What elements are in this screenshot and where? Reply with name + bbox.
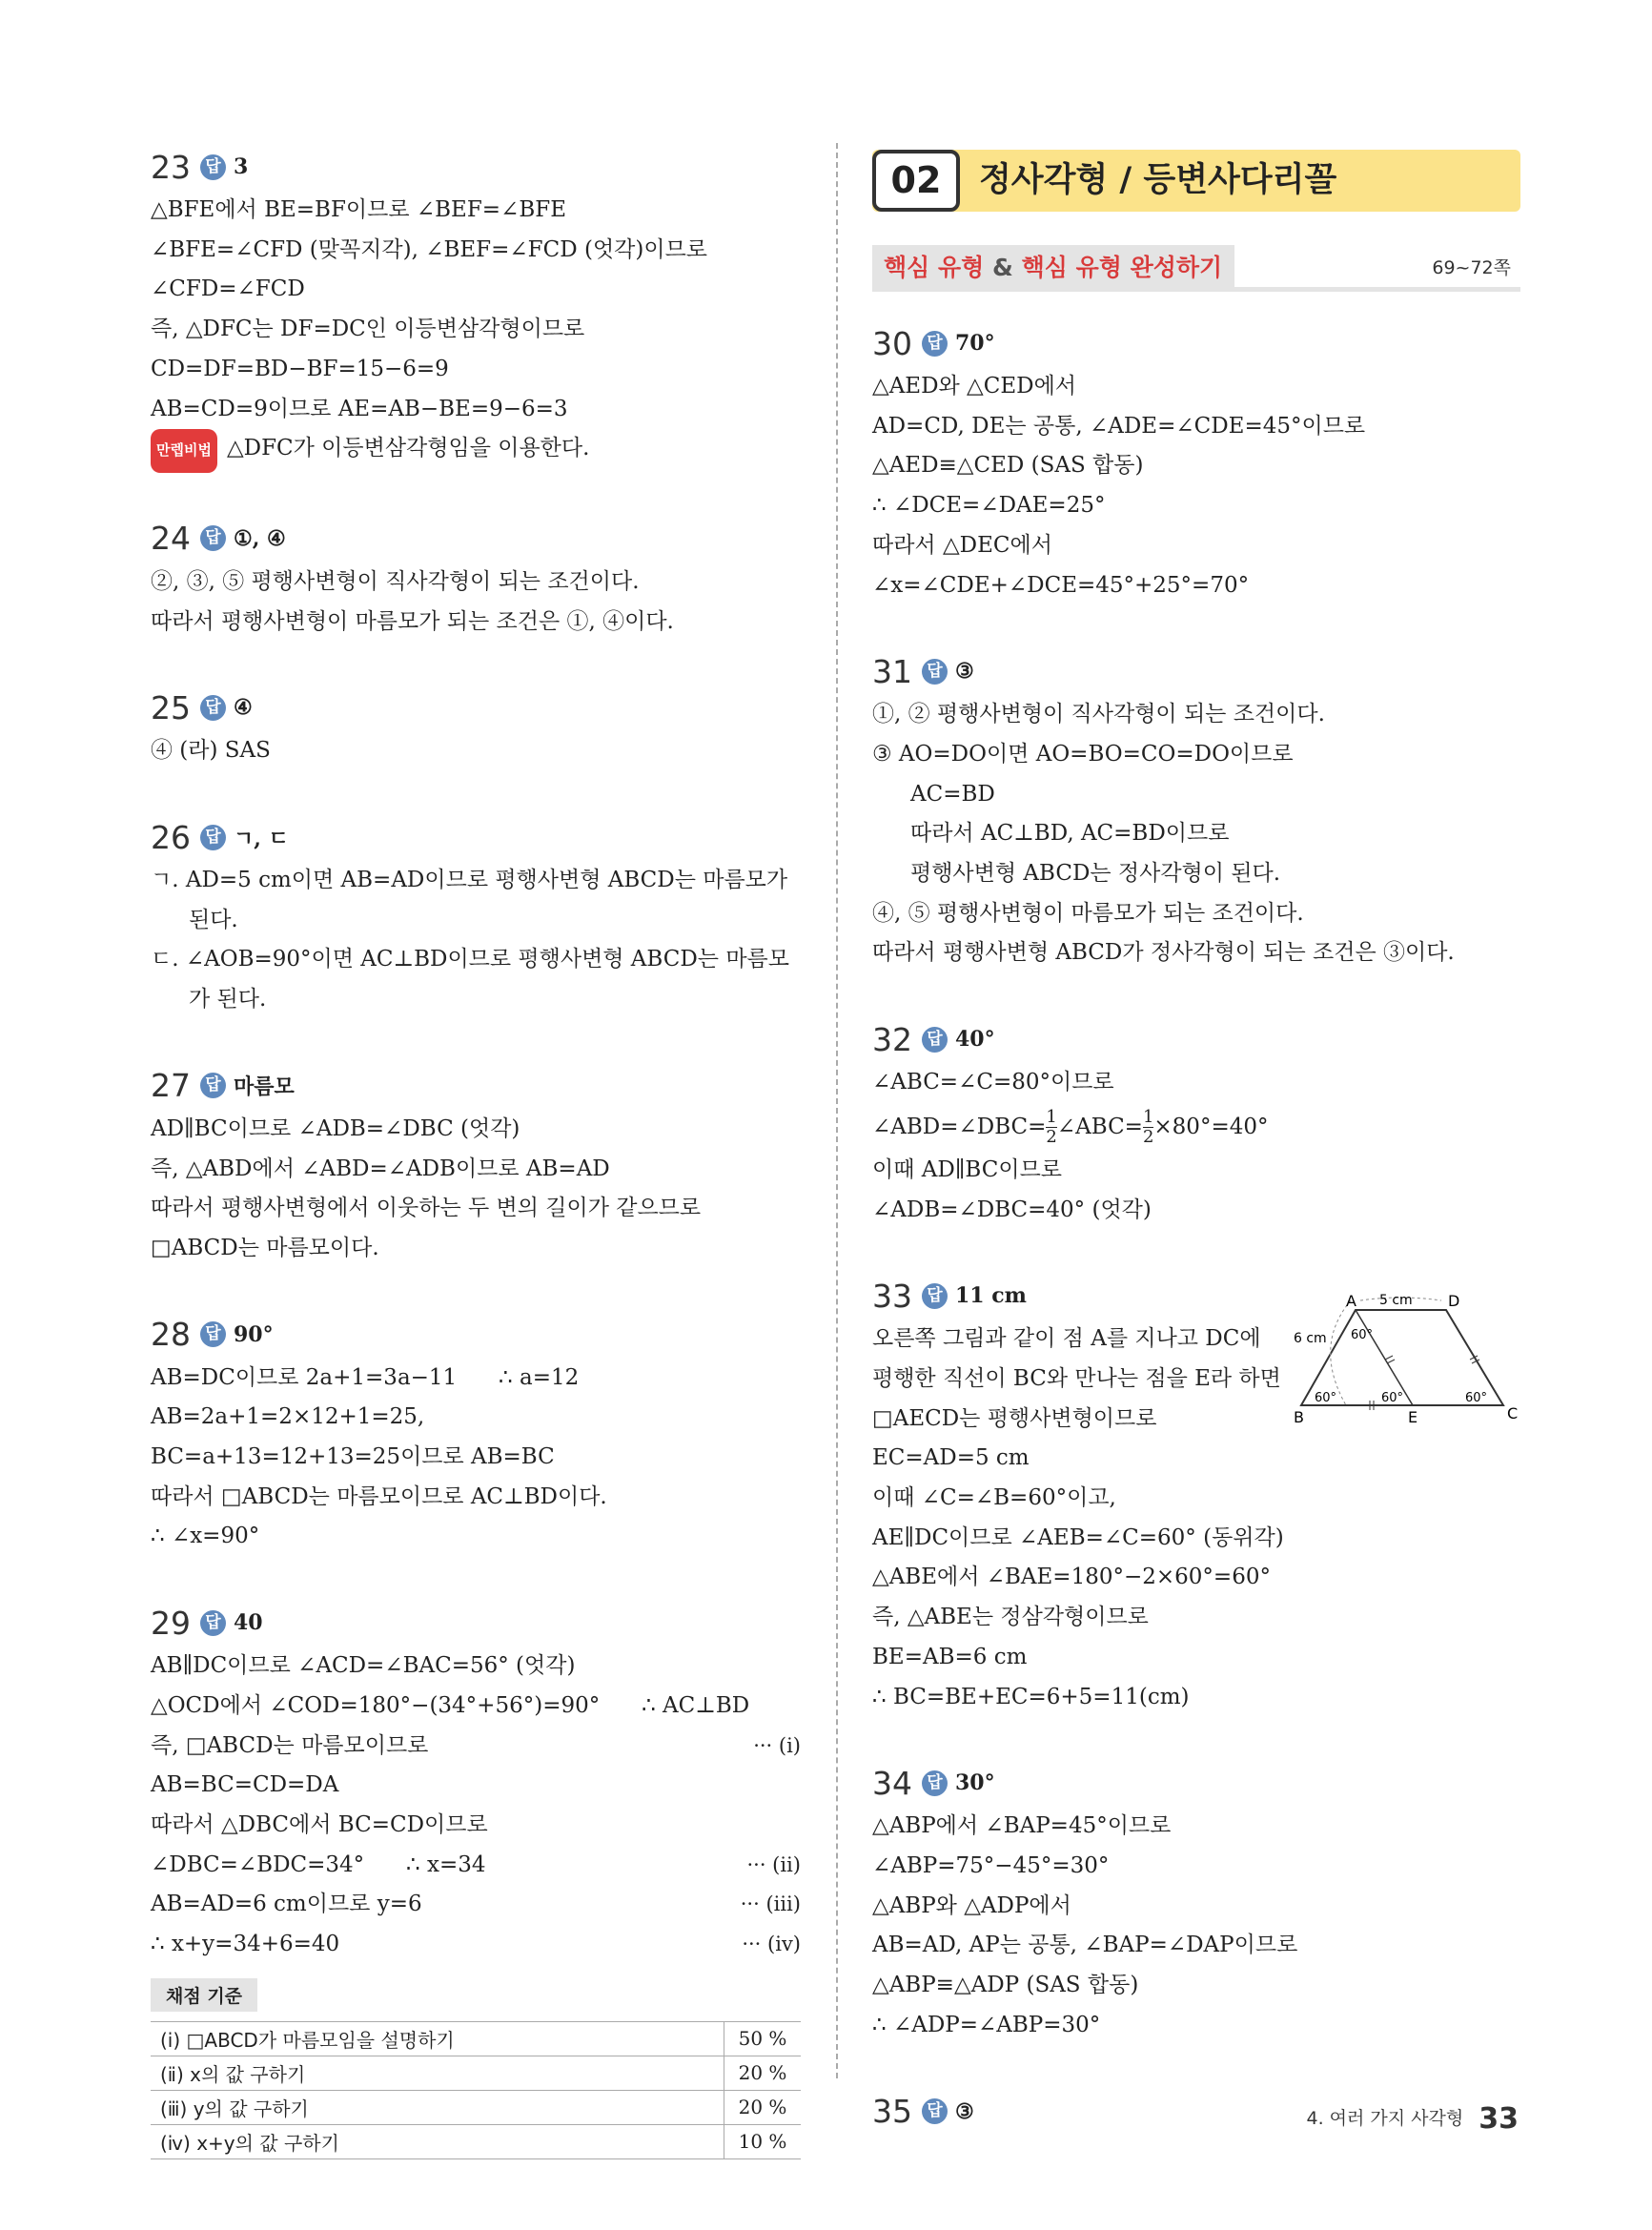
solution-line: 즉, △ABE는 정삼각형이므로: [872, 1605, 1149, 1630]
solution-line: 따라서 △DBC에서 BC=CD이므로: [151, 1811, 488, 1837]
section-title-bar: [872, 150, 1520, 212]
problem-29: [151, 1599, 801, 2159]
solution-line: 따라서 평행사변형에서 이웃하는 두 변의 길이가 같으므로: [151, 1196, 702, 1221]
chapter-name: 4. 여러 가지 사각형: [1306, 2108, 1464, 2129]
page-footer: [1307, 2102, 1519, 2136]
solution-line: ②, ③, ⑤ 평행사변형이 직사각형이 되는 조건이다.: [151, 568, 640, 594]
solution-line: ④ (라) SAS: [151, 738, 271, 764]
solution-line: AD∥BC이므로 ∠ADB=∠DBC (엇각): [151, 1115, 520, 1141]
solution-line: ㄱ. AD=5 cm이면 AB=AD이므로 평행사변형 ABCD는 마름모가 된다.: [151, 868, 788, 932]
tip-line: [151, 429, 801, 473]
answer-badge: 답: [200, 825, 226, 850]
solution-line: AB=BC=CD=DA: [151, 1772, 339, 1798]
fraction: $\frac{1}{2}$: [1046, 1107, 1057, 1148]
page-number: 33: [1479, 2102, 1519, 2136]
solution-line: ∴ x+y=34+6=40 ··· (ⅳ): [151, 1925, 801, 1965]
answer: 3: [234, 154, 249, 179]
label-d: D: [1448, 1292, 1460, 1310]
column-divider: [836, 143, 838, 2078]
answer-badge: 답: [922, 659, 948, 685]
page-range: 69~72쪽: [1432, 257, 1511, 278]
problem-number: 34: [872, 1764, 912, 1802]
answer: ③: [955, 2098, 974, 2124]
solution-line: 평행사변형 ABCD는 정사각형이 된다.: [910, 861, 1281, 887]
problem-number: 35: [872, 2093, 912, 2130]
solution-line: 즉, △DFC는 DF=DC인 이등변삼각형이므로: [151, 317, 585, 342]
criterion: (ⅳ) x+y의 값 구하기: [151, 2124, 724, 2158]
problem-number: 33: [872, 1277, 912, 1315]
solution-line: 즉, △ABD에서 ∠ABD=∠ADB이므로 AB=AD: [151, 1156, 610, 1181]
angle-label: 60°: [1315, 1391, 1337, 1405]
right-column: [872, 319, 1520, 2178]
percent: 10 %: [724, 2124, 802, 2158]
angle-label: 60°: [1465, 1391, 1488, 1405]
answer: 40: [234, 1610, 263, 1636]
table-row: [151, 2056, 801, 2090]
answer-badge: 답: [200, 695, 226, 721]
problem-number: 28: [151, 1316, 191, 1354]
section-title: 정사각형 / 등변사다리꼴: [979, 161, 1337, 199]
grading-table: [151, 2021, 801, 2159]
problem-28: [151, 1311, 801, 1558]
label-e: E: [1408, 1408, 1418, 1422]
problem-27: [151, 1062, 801, 1269]
solution-line: 따라서 △DEC에서: [872, 532, 1052, 558]
solution-line: 이때 AD∥BC이므로: [872, 1156, 1063, 1182]
solution-line: AB=CD=9이므로 AE=AB−BE=9−6=3: [151, 396, 568, 421]
solution-line: ∴ ∠x=90°: [151, 1524, 260, 1549]
solution-line: ∠CFD=∠FCD: [151, 276, 305, 302]
solution-line: AB=AD=6 cm이므로 y=6 ··· (ⅲ): [151, 1885, 801, 1925]
solution-line: △ABP와 △ADP에서: [872, 1892, 1071, 1918]
answer-badge: 답: [922, 1027, 948, 1053]
solution-line: □AECD는 평행사변형이므로: [872, 1405, 1157, 1431]
solution-line: BE=AB=6 cm: [872, 1644, 1028, 1669]
problem-number: 29: [151, 1604, 191, 1642]
answer-badge: 답: [922, 331, 948, 357]
answer-badge: 답: [200, 1610, 226, 1636]
step-mark: ··· (ⅱ): [746, 1852, 801, 1876]
solution-line: EC=AD=5 cm: [872, 1445, 1030, 1471]
table-row: [151, 2021, 801, 2056]
criterion: (ⅲ) y의 값 구하기: [151, 2090, 724, 2124]
answer-badge: 답: [200, 154, 226, 180]
tip-text: △DFC가 이등변삼각형임을 이용한다.: [226, 436, 590, 461]
solution-line: AE∥DC이므로 ∠AEB=∠C=60° (동위각): [872, 1524, 1284, 1550]
label-b: B: [1294, 1408, 1304, 1422]
solution-line: △ABE에서 ∠BAE=180°−2×60°=60°: [872, 1565, 1271, 1590]
left-column: [151, 143, 801, 2159]
problem-34: [872, 1759, 1520, 2045]
answer: ㄱ, ㄷ: [234, 826, 289, 851]
problem-number: 24: [151, 520, 191, 558]
solution-line: △ABP에서 ∠BAP=45°이므로: [872, 1813, 1172, 1839]
answer: ①, ④: [234, 525, 286, 551]
problem-25: [151, 684, 801, 771]
subsection-bar: [872, 245, 1520, 291]
label-side: 6 cm: [1294, 1331, 1327, 1346]
step-mark: ··· (ⅰ): [753, 1733, 801, 1757]
percent: 50 %: [724, 2021, 802, 2056]
solution-line: 즉, □ABCD는 마름모이므로 ··· (ⅰ): [151, 1727, 801, 1767]
trapezoid-figure: [1294, 1289, 1522, 1422]
step-mark: ··· (ⅳ): [742, 1933, 801, 1956]
angle-label: 60°: [1351, 1328, 1374, 1342]
solution-line: ∠ABD=∠DBC= $\frac{1}{2}$ ∠ABC= $\frac{1}{2}$ ×80°=40°: [872, 1107, 1269, 1148]
label-a: A: [1346, 1292, 1356, 1310]
subsection-title: 핵심 유형 & 핵심 유형 완성하기: [884, 254, 1223, 281]
problem-number: 27: [151, 1067, 191, 1105]
solution-line: □ABCD는 마름모이다.: [151, 1235, 379, 1260]
solution-line: ∠DBC=∠BDC=34° ∴ x=34 ··· (ⅱ): [151, 1846, 801, 1886]
answer-badge: 답: [922, 1283, 948, 1309]
solution-line: 따라서 □ABCD는 마름모이므로 AC⊥BD이다.: [151, 1483, 607, 1509]
problem-number: 30: [872, 324, 912, 362]
solution-line: AC=BD: [910, 781, 995, 807]
solution-line: ∠ADB=∠DBC=40° (엇각): [872, 1197, 1152, 1222]
answer: 마름모: [234, 1074, 295, 1100]
solution-line: CD=DF=BD−BF=15−6=9: [151, 356, 449, 381]
table-row: [151, 2090, 801, 2124]
problem-number: 23: [151, 148, 191, 186]
solution-line: ④, ⑤ 평행사변형이 마름모가 되는 조건이다.: [872, 900, 1304, 926]
step-mark: ··· (ⅲ): [740, 1892, 801, 1916]
answer-badge: 답: [200, 525, 226, 551]
angle-label: 60°: [1381, 1391, 1404, 1405]
grading-title: 채점 기준: [151, 1978, 257, 2012]
answer: 30°: [955, 1770, 995, 1796]
problem-26: [151, 813, 801, 1020]
answer-badge: 답: [200, 1321, 226, 1347]
percent: 20 %: [724, 2090, 802, 2124]
solution-line: ∠ABC=∠C=80°이므로: [872, 1070, 1114, 1095]
label-c: C: [1507, 1404, 1519, 1422]
solution-line: ③ AO=DO이면 AO=BO=CO=DO이므로: [872, 741, 1294, 767]
solution-line: BC=a+13=12+13=25이므로 AB=BC: [151, 1444, 555, 1470]
solution-line: AB∥DC이므로 ∠ACD=∠BAC=56° (엇각): [151, 1653, 576, 1679]
problem-number: 26: [151, 818, 191, 856]
solution-line: AB=AD, AP는 공통, ∠BAP=∠DAP이므로: [872, 1933, 1298, 1958]
solution-line: ①, ② 평행사변형이 직사각형이 되는 조건이다.: [872, 702, 1325, 727]
solution-line: 따라서 AC⊥BD, AC=BD이므로: [910, 821, 1230, 847]
answer: 11 cm: [955, 1283, 1027, 1309]
solution-line: ∴ ∠ADP=∠ABP=30°: [872, 2012, 1101, 2037]
criterion: (ⅰ) □ABCD가 마름모임을 설명하기: [151, 2021, 724, 2056]
answer-badge: 답: [922, 1770, 948, 1796]
solution-line: ∴ BC=BE+EC=6+5=11(cm): [872, 1684, 1190, 1709]
fraction: $\frac{1}{2}$: [1142, 1107, 1154, 1148]
answer: ③: [955, 659, 974, 685]
problem-number: 32: [872, 1020, 912, 1058]
solution-line: 따라서 평행사변형 ABCD가 정사각형이 되는 조건은 ③이다.: [872, 940, 1455, 966]
solution-line: △ABP≡△ADP (SAS 합동): [872, 1973, 1139, 1998]
problem-31: [872, 647, 1520, 973]
solution-line: △AED≡△CED (SAS 합동): [872, 453, 1144, 479]
solution-line: 오른쪽 그림과 같이 점 A를 지나고 DC에: [872, 1326, 1261, 1352]
solution-line: 따라서 평행사변형이 마름모가 되는 조건은 ①, ④이다.: [151, 608, 674, 634]
percent: 20 %: [724, 2056, 802, 2090]
answer: 90°: [234, 1321, 274, 1347]
solution-line: ∠x=∠CDE+∠DCE=45°+25°=70°: [872, 572, 1250, 598]
problem-number: 25: [151, 688, 191, 726]
solution-line: AD=CD, DE는 공통, ∠ADE=∠CDE=45°이므로: [872, 413, 1366, 439]
solution-line: 이때 ∠C=∠B=60°이고,: [872, 1485, 1116, 1511]
answer-badge: 답: [922, 2098, 948, 2124]
solution-line: ∴ ∠DCE=∠DAE=25°: [872, 493, 1106, 519]
problem-32: [872, 1015, 1520, 1230]
solution-line: ㄷ. ∠AOB=90°이면 AC⊥BD이므로 평행사변형 ABCD는 마름모가 된다.: [151, 947, 789, 1013]
solution-line: AB=DC이므로 2a+1=3a−11 ∴ a=12: [151, 1364, 580, 1390]
answer: 70°: [955, 331, 995, 356]
solution-line: ∠ABP=75°−45°=30°: [872, 1852, 1110, 1878]
problem-number: 31: [872, 652, 912, 690]
answer: 40°: [955, 1027, 995, 1053]
tip-badge: 만렙비법: [151, 429, 217, 473]
answer: ④: [234, 695, 253, 721]
solution-line: 평행한 직선이 BC와 만나는 점을 E라 하면: [872, 1365, 1281, 1391]
section-number: 02: [872, 150, 960, 212]
answer-badge: 답: [200, 1073, 226, 1098]
solution-line: AB=2a+1=2×12+1=25,: [151, 1404, 425, 1430]
problem-24: [151, 515, 801, 642]
problem-23: [151, 143, 801, 473]
solution-line: △BFE에서 BE=BF이므로 ∠BEF=∠BFE: [151, 197, 566, 222]
solution-line: △OCD에서 ∠COD=180°−(34°+56°)=90° ∴ AC⊥BD: [151, 1692, 750, 1718]
table-row: [151, 2124, 801, 2158]
solution-line: △AED와 △CED에서: [872, 374, 1077, 399]
criterion: (ⅱ) x의 값 구하기: [151, 2056, 724, 2090]
label-top: 5 cm: [1379, 1293, 1413, 1308]
problem-30: [872, 319, 1520, 605]
solution-line: ∠BFE=∠CFD (맞꼭지각), ∠BEF=∠FCD (엇각)이므로: [151, 236, 708, 262]
